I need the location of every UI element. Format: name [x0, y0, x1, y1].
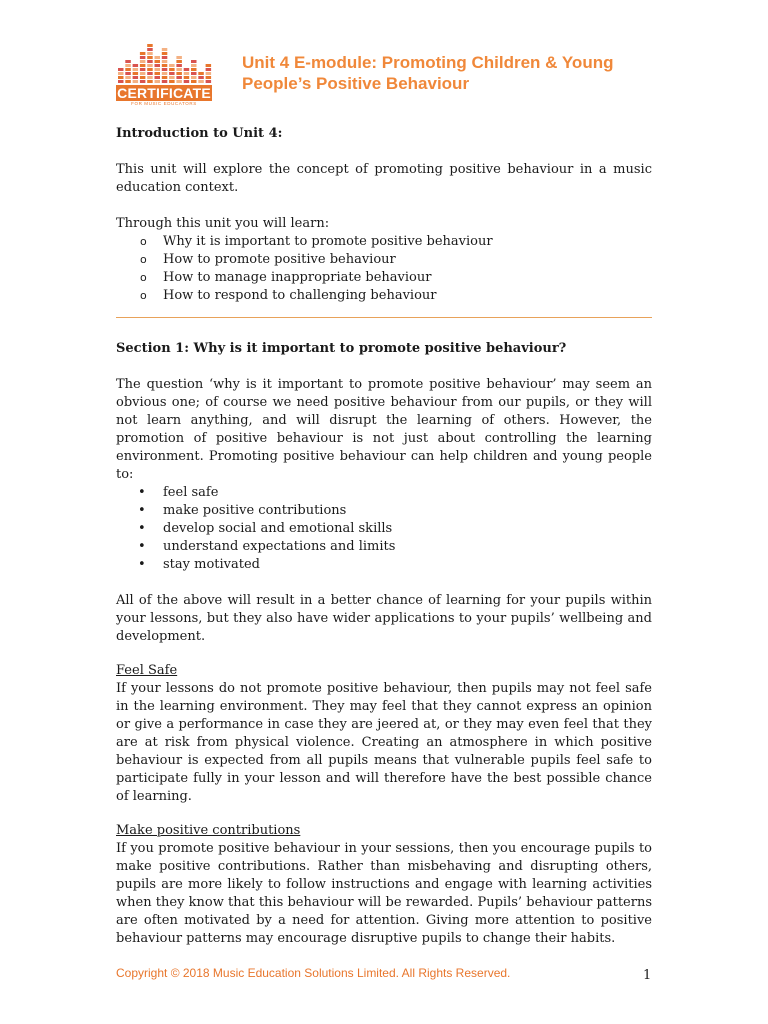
logo-bar-segment — [191, 76, 197, 79]
benefits-list — [116, 484, 652, 574]
positive-contributions-heading: Make positive contributions — [116, 823, 301, 838]
logo-bar-segment — [169, 72, 175, 75]
logo-bar-segment — [191, 72, 197, 75]
intro-heading: Introduction to Unit 4: — [116, 126, 283, 141]
logo-bar-segment — [198, 72, 204, 75]
document-body — [116, 125, 652, 948]
logo-bar-segment — [125, 76, 131, 79]
logo-bar-segment — [198, 80, 204, 83]
logo-bar-segment — [184, 68, 190, 71]
logo-bar-segment — [147, 80, 153, 83]
logo-bar-segment — [162, 60, 168, 63]
logo-bar-segment — [155, 56, 161, 59]
logo-bar-segment — [140, 60, 146, 63]
logo-bar-segment — [162, 72, 168, 75]
bullet-icon: • — [138, 485, 146, 500]
page-number: 1 — [643, 968, 652, 983]
list-item: • feel safe — [138, 485, 219, 500]
page-title: Unit 4 E-module: Promoting Children & Young People’s Positive Behaviour — [242, 53, 614, 93]
logo-bar-segment — [176, 80, 182, 83]
logo-bar-segment — [147, 44, 153, 47]
logo-bar-segment — [176, 68, 182, 71]
logo-bar-segment — [133, 76, 139, 79]
list-item: • understand expectations and limits — [138, 539, 396, 554]
feel-safe-heading: Feel Safe — [116, 663, 178, 678]
copyright-footer: Copyright © 2018 Music Education Solutions Limited. All Rights Reserved. — [116, 966, 511, 980]
logo-bar-segment — [206, 76, 212, 79]
logo-tagline: FOR MUSIC EDUCATORS — [131, 101, 197, 106]
logo-bar-segment — [140, 52, 146, 55]
logo-bar-segment — [176, 60, 182, 63]
logo-bar-segment — [191, 68, 197, 71]
logo-bar-segment — [125, 72, 131, 75]
logo-bar-segment — [155, 68, 161, 71]
feel-safe-paragraph: If your lessons do not promote positive behaviour, then pupils may not feel safe in the learning environment. They may feel that they cannot express an opinion or give a performance in case they are jeered at, or they may even feel that they are at risk from physical violence. Creating an atmosphere in which positive behaviour is expected from all pupils means that vulnerable pupils feel safe to participate fully in your lesson and will therefore have the best possible chance of learning. — [116, 681, 652, 804]
list-item: • develop social and emotional skills — [138, 521, 393, 536]
list-item: o Why it is important to promote positive behaviour — [140, 234, 493, 249]
logo-bar-segment — [176, 64, 182, 67]
logo-bar-segment — [133, 64, 139, 67]
logo-bar-segment — [191, 60, 197, 63]
logo-bar-segment — [162, 76, 168, 79]
circle-bullet-icon: o — [140, 271, 147, 284]
logo-bar-segment — [184, 80, 190, 83]
equalizer-bars-graphic — [116, 40, 216, 86]
logo-bar-segment — [133, 72, 139, 75]
logo-wordmark: CERTIFICATE — [117, 85, 211, 101]
logo-bar-segment — [133, 68, 139, 71]
logo-bar-segment — [162, 52, 168, 55]
logo-bar-segment — [118, 80, 124, 83]
list-item: • make positive contributions — [138, 503, 347, 518]
logo-bar-segment — [198, 76, 204, 79]
logo-bar-segment — [162, 56, 168, 59]
logo-bar-segment — [140, 80, 146, 83]
logo-bar-segment — [155, 64, 161, 67]
logo-bar-segment — [147, 72, 153, 75]
logo-bar-segment — [125, 80, 131, 83]
logo-bar-segment — [140, 56, 146, 59]
logo-bar-segment — [147, 52, 153, 55]
intro-paragraph: This unit will explore the concept of promoting positive behaviour in a music education context. — [116, 162, 652, 195]
list-item: o How to respond to challenging behaviour — [140, 288, 437, 303]
section1-heading: Section 1: Why is it important to promote positive behaviour? — [116, 341, 567, 356]
list-item: o How to promote positive behaviour — [140, 252, 396, 267]
logo-bar-segment — [162, 68, 168, 71]
bullet-icon: • — [138, 557, 146, 572]
circle-bullet-icon: o — [140, 253, 147, 266]
positive-contributions-paragraph: If you promote positive behaviour in your sessions, then you encourage pupils to make positive contributions. Rather than misbehaving and disrupting others, pupils are more likely to follow instructions and engage with learning activities when they know that this behaviour will be rewarded. Pupils’ behaviour patterns are often motivated by a need for attention. Giving more attention to positive behaviour patterns may encourage disruptive pupils to change their habits. — [116, 841, 652, 946]
logo-bar-segment — [206, 68, 212, 71]
bullet-icon: • — [138, 539, 146, 554]
logo-bar-segment — [140, 64, 146, 67]
logo-bar-segment — [147, 68, 153, 71]
section1-paragraph-2: All of the above will result in a better chance of learning for your pupils within your lessons, but they also have wider applications to your pupils’ wellbeing and development. — [116, 593, 652, 644]
intro-list-lead: Through this unit you will learn: — [116, 216, 330, 231]
logo-bar-segment — [133, 80, 139, 83]
circle-bullet-icon: o — [140, 235, 147, 248]
logo-bar-segment — [118, 72, 124, 75]
logo-bar-segment — [169, 68, 175, 71]
logo-bar-segment — [155, 72, 161, 75]
logo-bar-segment — [162, 64, 168, 67]
logo-bar-segment — [169, 76, 175, 79]
bullet-icon: • — [138, 521, 146, 536]
list-item: o How to manage inappropriate behaviour — [140, 270, 432, 285]
logo-bar-segment — [169, 80, 175, 83]
circle-bullet-icon: o — [140, 289, 147, 302]
logo-bar-segment — [206, 80, 212, 83]
section1-paragraph-1: The question ‘why is it important to promote positive behaviour’ may seem an obvious one; of course we need positive behaviour from our pupils, or they will not learn anything, and will disrupt the learning of others. However, the promotion of positive behaviour is not just about controlling the learning environment. Promoting positive behaviour can help children and young people to: — [116, 377, 652, 482]
logo-bar-segment — [125, 68, 131, 71]
logo-bar-segment — [147, 56, 153, 59]
logo-bar-segment — [206, 72, 212, 75]
logo-bar-segment — [147, 76, 153, 79]
logo-bar-segment — [191, 64, 197, 67]
logo-bar-segment — [169, 64, 175, 67]
logo-bar-segment — [140, 76, 146, 79]
logo-bar-segment — [155, 80, 161, 83]
logo-bar-segment — [140, 72, 146, 75]
logo-bar-segment — [155, 76, 161, 79]
logo-bar-segment — [206, 64, 212, 67]
learning-outcomes-list — [116, 233, 652, 305]
logo-bar-segment — [176, 56, 182, 59]
certificate-logo — [116, 40, 216, 106]
logo-bar-segment — [176, 72, 182, 75]
logo-bar-segment — [191, 80, 197, 83]
logo-bar-segment — [147, 64, 153, 67]
logo-bar-segment — [125, 64, 131, 67]
logo-bar-segment — [118, 76, 124, 79]
logo-bar-segment — [162, 48, 168, 51]
logo-bar-segment — [125, 60, 131, 63]
bullet-icon: • — [138, 503, 146, 518]
logo-bar-segment — [176, 76, 182, 79]
logo-bar-segment — [147, 60, 153, 63]
logo-bar-segment — [118, 68, 124, 71]
logo-bar-segment — [184, 76, 190, 79]
logo-bar-segment — [184, 72, 190, 75]
logo-bar-segment — [140, 68, 146, 71]
logo-bar-segment — [162, 80, 168, 83]
logo-bar-segment — [147, 48, 153, 51]
logo-bar-segment — [155, 60, 161, 63]
list-item: • stay motivated — [138, 557, 260, 572]
